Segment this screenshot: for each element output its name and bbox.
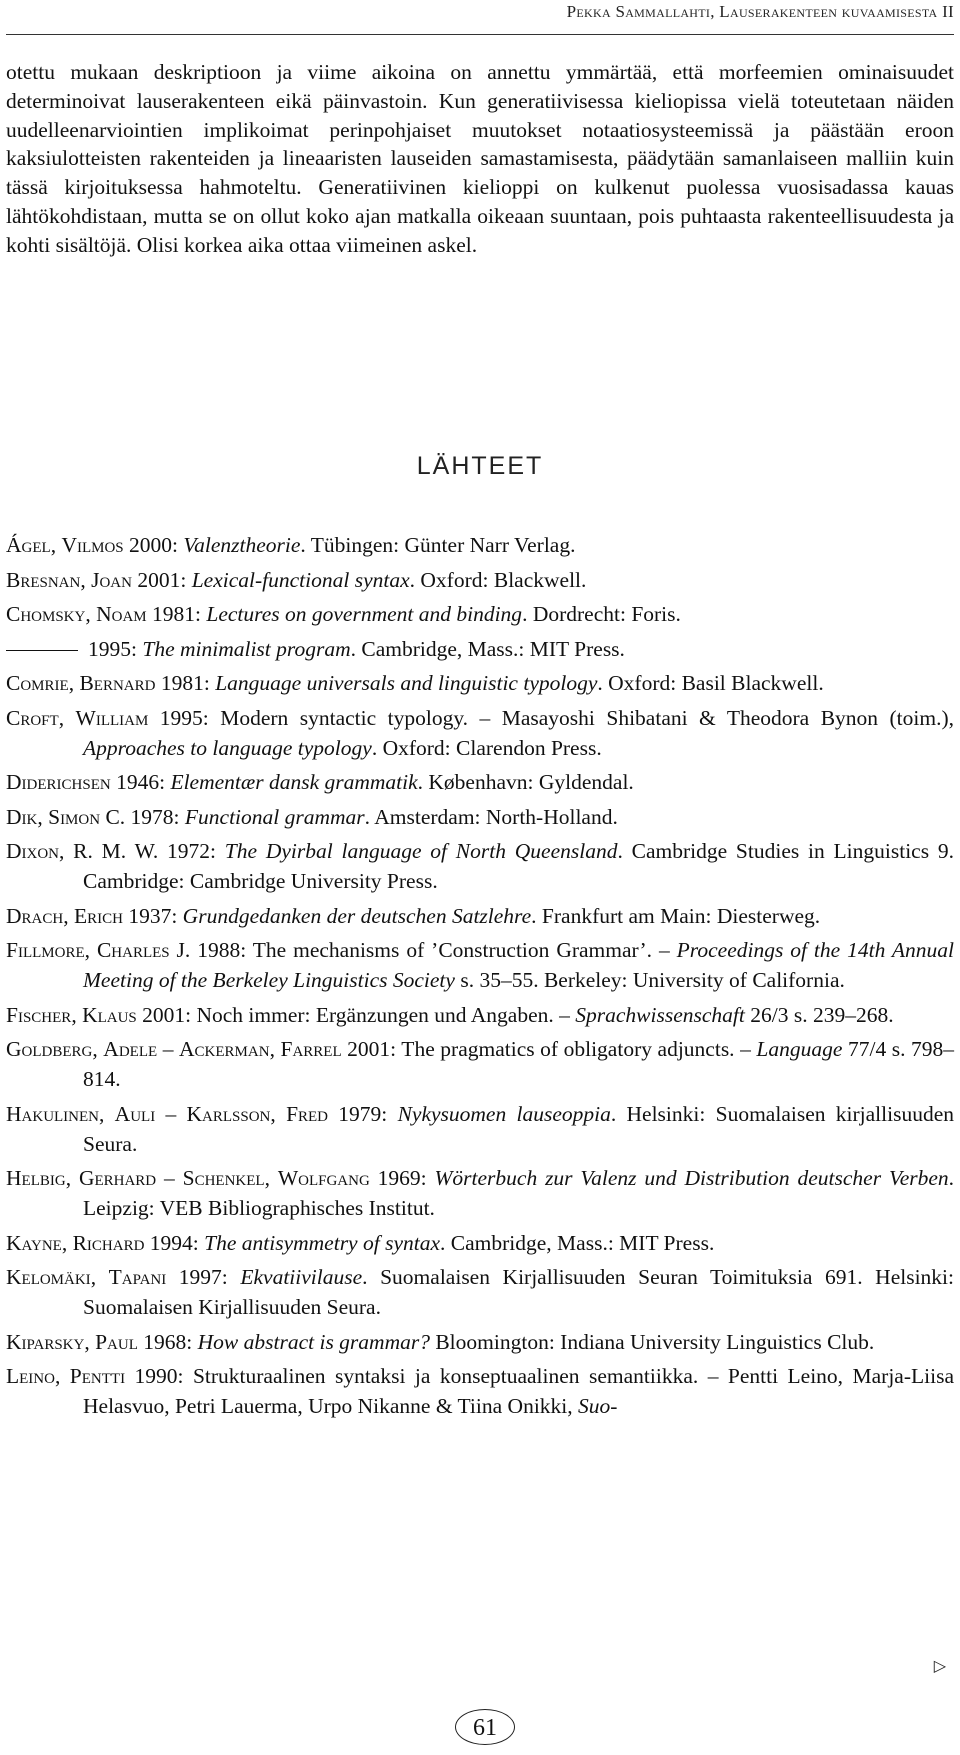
reference-text: . Suomalaisen Kirjallisuuden Seuran Toimituksia 691. Helsinki: Suomalaisen Kirjallisuuden Seura. <box>83 1265 955 1319</box>
reference-text: 1995: <box>88 636 143 661</box>
reference-separator: , <box>68 671 80 695</box>
reference-separator: , <box>270 1101 287 1126</box>
reference-text: . Frankfurt am Main: Diesterweg. <box>531 903 821 928</box>
reference-entry <box>6 935 954 995</box>
reference-author: Kayne <box>6 1230 62 1255</box>
reference-text: 1946: <box>110 770 171 794</box>
reference-author: Schenkel <box>182 1166 265 1190</box>
reference-entry <box>6 599 954 629</box>
reference-author: Charles <box>96 938 170 962</box>
ditto-dash <box>6 650 78 651</box>
reference-entry <box>6 1327 954 1357</box>
reference-text: . Dordrecht: Foris. <box>522 602 681 626</box>
reference-text: 1979: <box>328 1101 398 1126</box>
reference-separator: , <box>90 1265 109 1289</box>
reference-title: Sprachwissenschaft <box>575 1002 745 1027</box>
reference-entry <box>6 1099 954 1159</box>
reference-text: C. 1978: <box>100 804 185 829</box>
reference-text: 1969: <box>369 1166 435 1190</box>
reference-text: 26/3 s. 239–268. <box>744 1002 894 1027</box>
reference-text: 1981: <box>155 671 216 695</box>
reference-text: . Amsterdam: North-Holland. <box>364 804 618 829</box>
reference-text: 2001: <box>131 567 192 592</box>
reference-entry <box>6 802 954 832</box>
reference-separator: , <box>61 1230 73 1255</box>
reference-text: . København: Gyldendal. <box>417 770 634 794</box>
reference-author: Vilmos <box>61 533 124 557</box>
running-head: Pekka Sammallahti, Lauserakenteen kuvaamisesta II <box>566 2 954 21</box>
reference-separator: , <box>65 1166 79 1190</box>
reference-text: , R. M. W. 1972: <box>59 839 225 863</box>
reference-author: Simon <box>48 804 101 829</box>
reference-text: . Tübingen: Günter Narr Verlag. <box>300 533 576 557</box>
reference-title: Language <box>756 1037 843 1061</box>
reference-text: – <box>155 1101 187 1126</box>
reference-text: . Oxford: Clarendon Press. <box>371 735 602 760</box>
reference-entry <box>6 901 954 931</box>
reference-author: Bresnan <box>6 567 81 592</box>
reference-author: Hakulinen <box>6 1101 100 1126</box>
reference-title: The Dyirbal language of North Queensland <box>224 839 618 863</box>
reference-list <box>6 530 954 1426</box>
reference-separator: , <box>269 1037 281 1061</box>
reference-author: Noam <box>96 602 147 626</box>
reference-separator: , <box>84 1329 96 1354</box>
reference-author: Dik <box>6 804 38 829</box>
reference-separator: , <box>37 804 49 829</box>
reference-title: Elementær dansk grammatik <box>170 770 418 794</box>
reference-text: 1994: <box>144 1230 205 1255</box>
reference-title: The antisymmetry of syntax <box>204 1230 441 1255</box>
reference-title: Language universals and linguistic typology <box>215 671 598 695</box>
reference-text: J. 1988: The mechanisms of ’Construction Grammar’. – <box>169 938 677 962</box>
reference-author: Goldberg <box>6 1037 93 1061</box>
reference-entry <box>6 703 954 763</box>
reference-text: 77/4 s. 798–814. <box>83 1037 955 1091</box>
reference-title: Proceedings of the 14th Annual Meeting of the Berkeley Linguistics Society <box>83 938 955 992</box>
reference-author: Fillmore <box>6 938 85 962</box>
reference-title: Nykysuomen lauseoppia <box>397 1101 611 1126</box>
reference-author: Farrel <box>280 1037 342 1061</box>
reference-author: Fred <box>286 1101 329 1126</box>
reference-title: Lexical-functional syntax <box>191 567 410 592</box>
reference-separator: , <box>54 1364 70 1388</box>
reference-author: Helbig <box>6 1166 66 1190</box>
reference-text: . Leipzig: VEB Bibliographisches Institut. <box>83 1166 955 1220</box>
reference-title: Valenztheorie <box>183 533 301 557</box>
section-heading: LÄHTEET <box>416 452 544 480</box>
reference-author: Kelomäki <box>6 1265 91 1289</box>
reference-text: . Cambridge, Mass.: MIT Press. <box>350 636 625 661</box>
reference-text: 2001: The pragmatics of obligatory adjuncts. – <box>341 1037 757 1061</box>
reference-author: Bernard <box>79 671 156 695</box>
reference-author: Leino <box>6 1364 55 1388</box>
reference-separator: , <box>80 567 92 592</box>
reference-entry <box>6 634 954 664</box>
reference-text: . Cambridge, Mass.: MIT Press. <box>440 1230 715 1255</box>
reference-separator: , <box>50 533 62 557</box>
reference-separator: , <box>71 1002 83 1027</box>
reference-text: 1968: <box>137 1329 198 1354</box>
reference-author: Kiparsky <box>6 1329 85 1354</box>
reference-author: Ágel <box>6 533 51 557</box>
reference-separator: , <box>84 938 97 962</box>
reference-entry <box>6 1034 954 1094</box>
reference-text: Bloomington: Indiana University Linguistics Club. <box>429 1329 875 1354</box>
reference-entry <box>6 1000 954 1030</box>
reference-author: Ackerman <box>179 1037 270 1061</box>
reference-text: 1981: <box>146 602 207 626</box>
reference-author: Croft <box>6 705 59 730</box>
reference-author: Gerhard <box>78 1166 157 1190</box>
reference-entry <box>6 530 954 560</box>
reference-title: Grundgedanken der deutschen Satzlehre <box>182 903 532 928</box>
reference-entry <box>6 1361 954 1421</box>
reference-author: Richard <box>72 1230 145 1255</box>
reference-text: . Oxford: Blackwell. <box>409 567 587 592</box>
reference-author: Wolfgang <box>277 1166 370 1190</box>
reference-author: Erich <box>73 903 123 928</box>
reference-author: Klaus <box>82 1002 137 1027</box>
reference-author: Joan <box>91 567 132 592</box>
reference-text: 1995: Modern syntactic typology. – Masayoshi Shibatani & Theodora Bynon (toim.), <box>148 705 954 730</box>
reference-title: How abstract is grammar? <box>197 1329 430 1354</box>
reference-author: Auli <box>114 1101 156 1126</box>
continue-arrow-icon: ▷ <box>933 1658 946 1675</box>
reference-author: Comrie <box>6 671 69 695</box>
reference-author: Karlsson <box>186 1101 271 1126</box>
reference-author: Fischer <box>6 1002 72 1027</box>
reference-entry <box>6 1163 954 1223</box>
body-paragraph: otettu mukaan deskriptioon ja viime aikoina on annettu ymmärtää, että morfeemien ominaisuudet determinoivat lauserakenteen eikä päinvastoin. Kun generatiivisessa kieliopissa vielä toteutetaan näiden uudelleenarviointien implikoimat perinpohjaiset muutokset notaatiosysteemissä ja päästään eroon kaksiulotteisten rakenteiden ja lineaaristen lauseiden samastamisesta, päädytään samanlaiseen malliin kuin tässä kirjoituksessa hahmoteltu. Generatiivinen kielioppi on kulkenut puolessa vuosisadassa kauas lähtökohdistaan, mutta se on ollut koko ajan matkalla oikeaan suuntaan, pois puhtaasta rakenteellisuudesta ja kohti sisältöjä. Olisi korkea aika ottaa viimeinen askel. <box>6 60 954 257</box>
reference-entry <box>6 767 954 797</box>
reference-title: Lectures on government and binding <box>206 602 523 626</box>
reference-text: . Cambridge Studies in Linguistics 9. Cambridge: Cambridge University Press. <box>83 839 954 893</box>
reference-title: Wörterbuch zur Valenz und Distribution deutscher Verben <box>434 1166 949 1190</box>
reference-text: 2000: <box>123 533 184 557</box>
reference-text: – <box>156 1166 183 1190</box>
reference-separator: , <box>85 602 97 626</box>
reference-author: Dixon <box>6 839 60 863</box>
reference-title: Approaches to language typology <box>83 735 372 760</box>
reference-author: Tapani <box>108 1265 167 1289</box>
reference-author: William <box>75 705 149 730</box>
reference-text: s. 35–55. Berkeley: University of California. <box>454 968 845 992</box>
reference-text: 1937: <box>122 903 183 928</box>
page-number: 61 <box>455 1709 515 1745</box>
reference-text: 1997: <box>166 1265 241 1289</box>
reference-entry <box>6 836 954 896</box>
reference-separator: , <box>63 903 74 928</box>
reference-author: Drach <box>6 903 64 928</box>
reference-separator: , <box>92 1037 104 1061</box>
reference-title: The minimalist program <box>142 636 351 661</box>
reference-entry <box>6 1262 954 1322</box>
reference-separator: , <box>99 1101 115 1126</box>
reference-author: Pentti <box>69 1364 126 1388</box>
reference-author: Diderichsen <box>6 770 111 794</box>
reference-author: Chomsky <box>6 602 86 626</box>
reference-title: Functional grammar <box>184 804 365 829</box>
reference-author: Adele <box>103 1037 158 1061</box>
reference-text: . Oxford: Basil Blackwell. <box>597 671 824 695</box>
reference-text: – <box>157 1037 180 1061</box>
reference-title: Suo- <box>578 1394 618 1418</box>
reference-entry <box>6 1228 954 1258</box>
reference-entry <box>6 565 954 595</box>
reference-title: Ekvatiivilause <box>240 1265 363 1289</box>
header-rule <box>6 34 954 35</box>
reference-entry <box>6 668 954 698</box>
reference-separator: , <box>264 1166 278 1190</box>
reference-separator: , <box>58 705 76 730</box>
reference-text: 1990: Strukturaalinen syntaksi ja konseptuaalinen semantiikka. – Pentti Leino, Marja-Liisa Helasvuo, Petri Lauerma, Urpo Nikanne & Tiina Onikki, <box>83 1364 954 1418</box>
reference-author: Paul <box>95 1329 138 1354</box>
reference-text: . Helsinki: Suomalaisen kirjallisuuden Seura. <box>83 1101 955 1156</box>
reference-text: 2001: Noch immer: Ergänzungen und Angaben. – <box>136 1002 576 1027</box>
